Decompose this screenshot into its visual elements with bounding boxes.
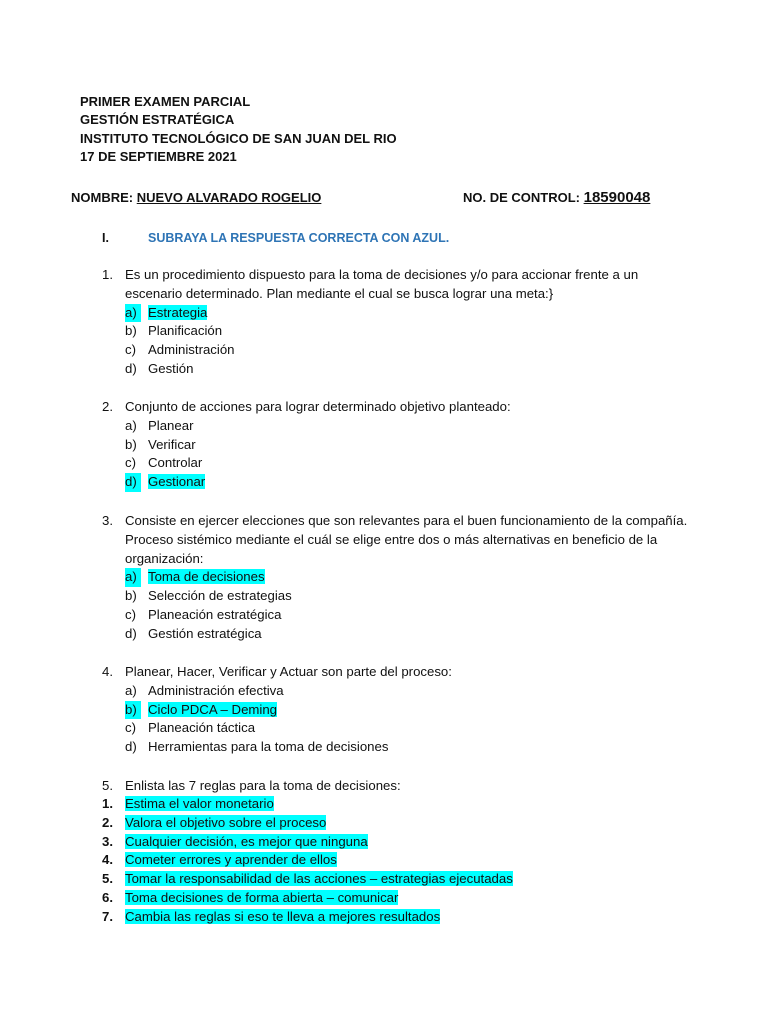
question-text: Planear, Hacer, Verificar y Actuar son parte del proceso: (125, 664, 452, 679)
question-4 (102, 663, 742, 757)
list-item: 3. Cualquier decisión, es mejor que ninguna (102, 833, 368, 849)
option-text: Administración efectiva (148, 682, 284, 698)
student-name: NUEVO ALVARADO ROGELIO (136, 190, 322, 205)
option-a[interactable]: a) Toma de decisiones (102, 568, 742, 587)
rule-text: Toma decisiones de forma abierta – comunicar (125, 889, 399, 905)
section-title: SUBRAYA LA RESPUESTA CORRECTA CON AZUL. (148, 231, 450, 245)
rules-list (102, 795, 513, 927)
option-text: Planear (148, 417, 194, 433)
exam-date: 17 DE SEPTIEMBRE 2021 (80, 149, 237, 165)
exam-title: PRIMER EXAMEN PARCIAL (80, 94, 251, 109)
question-5 (102, 777, 742, 796)
subject-name: GESTIÓN ESTRATÉGICA (80, 112, 235, 128)
option-text: Selección de estrategias (148, 588, 292, 604)
list-item: 5. Tomar la responsabilidad de las acciones – estrategias ejecutadas (102, 871, 513, 887)
question-text: Enlista las 7 reglas para la toma de decisiones: (125, 778, 401, 793)
option-text: Gestión (148, 360, 194, 376)
question-2 (102, 398, 742, 492)
option-c[interactable]: c) Controlar (125, 455, 203, 471)
question-number: 3. (102, 513, 113, 528)
question-text: organización: (125, 550, 204, 566)
question-3 (102, 512, 742, 644)
option-text: Gestión estratégica (148, 625, 262, 641)
option-d[interactable]: d) Herramientas para la toma de decisiones (125, 739, 389, 755)
list-item: 2. Valora el objetivo sobre el proceso (102, 814, 327, 830)
option-text: Planificación (148, 323, 223, 339)
list-item: 6. Toma decisiones de forma abierta – comunicar (102, 889, 399, 905)
control-number: 18590048 (583, 189, 651, 206)
option-c[interactable]: c) Planeación estratégica (125, 606, 282, 622)
rule-text: Cometer errores y aprender de ellos (125, 852, 337, 868)
option-b[interactable]: b) Verificar (125, 436, 196, 452)
question-text: Proceso sistémico mediante el cuál se elige entre dos o más alternativas en beneficio de la (125, 531, 658, 547)
section-numeral: I. (102, 231, 109, 245)
question-1 (102, 266, 742, 379)
control-number-row (463, 189, 650, 208)
option-text: Toma de decisiones (148, 569, 265, 585)
option-text: Administración (148, 342, 235, 358)
option-a[interactable]: a) Administración efectiva (125, 682, 284, 698)
option-text: Controlar (148, 455, 203, 471)
option-text: Herramientas para la toma de decisiones (148, 739, 389, 755)
option-c[interactable]: c) Planeación táctica (125, 720, 256, 736)
option-b[interactable]: b) Selección de estrategias (125, 588, 292, 604)
rule-text: Valora el objetivo sobre el proceso (125, 814, 327, 830)
question-number: 4. (102, 664, 113, 679)
option-text: Estrategia (148, 304, 208, 320)
list-item: 7. Cambia las reglas si eso te lleva a mejores resultados (102, 908, 441, 924)
option-text: Planeación estratégica (148, 606, 282, 622)
question-number: 1. (102, 267, 113, 282)
option-text: Planeación táctica (148, 720, 256, 736)
option-d[interactable]: d) Gestionar (102, 473, 742, 492)
option-text: Verificar (148, 436, 196, 452)
option-d[interactable]: d) Gestión (125, 360, 194, 376)
question-number: 2. (102, 399, 113, 414)
name-label: NOMBRE: (71, 190, 137, 205)
exam-header (80, 93, 397, 167)
control-label: NO. DE CONTROL: (463, 190, 584, 205)
institute-name: INSTITUTO TECNOLÓGICO DE SAN JUAN DEL RIO (80, 130, 397, 146)
question-text: Conjunto de acciones para lograr determinado objetivo planteado: (125, 399, 511, 414)
question-text: escenario determinado. Plan mediante el cual se busca lograr una meta:} (125, 285, 554, 301)
option-b[interactable]: b) Ciclo PDCA – Deming (102, 701, 742, 720)
list-item: 4. Cometer errores y aprender de ellos (102, 852, 337, 868)
option-c[interactable]: c) Administración (125, 342, 235, 358)
rule-text: Cambia las reglas si eso te lleva a mejores resultados (125, 908, 441, 924)
student-name-row (71, 189, 321, 208)
option-text: Ciclo PDCA – Deming (148, 701, 277, 717)
option-a[interactable]: a) Estrategia (102, 304, 742, 323)
rule-text: Tomar la responsabilidad de las acciones – estrategias ejecutadas (125, 871, 513, 887)
option-b[interactable]: b) Planificación (125, 323, 223, 339)
question-text: Es un procedimiento dispuesto para la toma de decisiones y/o para accionar frente a un (125, 267, 639, 282)
option-d[interactable]: d) Gestión estratégica (125, 625, 262, 641)
option-text: Gestionar (148, 474, 206, 490)
list-item: 1. Estima el valor monetario (102, 796, 274, 811)
rule-text: Estima el valor monetario (125, 796, 274, 811)
question-text: Consiste en ejercer elecciones que son relevantes para el buen funcionamiento de la compañía. (125, 513, 688, 528)
question-number: 5. (102, 778, 113, 793)
option-a[interactable]: a) Planear (125, 417, 194, 433)
rule-text: Cualquier decisión, es mejor que ninguna (125, 833, 368, 849)
section-heading (102, 229, 450, 248)
